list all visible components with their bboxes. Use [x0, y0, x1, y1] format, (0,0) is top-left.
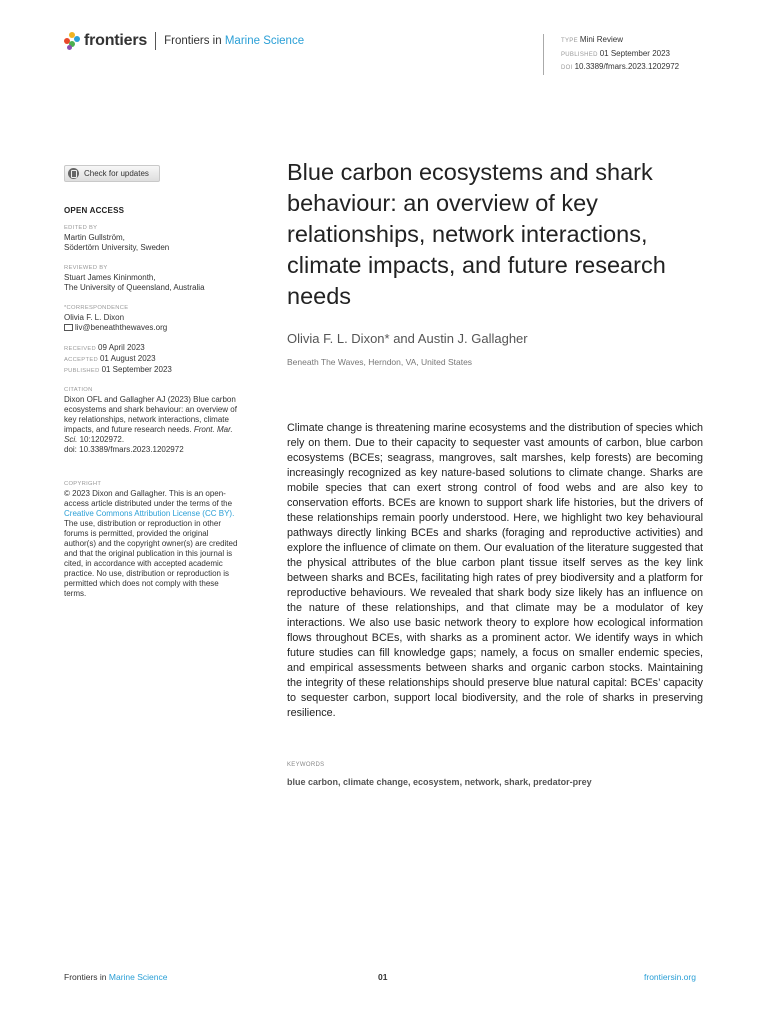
- reviewer-name: Stuart James Kininmonth,: [64, 273, 156, 282]
- mail-icon: [64, 324, 73, 331]
- authors: Olivia F. L. Dixon* and Austin J. Gallagher: [287, 331, 528, 346]
- abstract: Climate change is threatening marine ecosystems and the distribution of species which rely on them. Due to their capacity to sequester vast amounts of carbon, blue carbon ecosystems (BCEs; seagrass, mangroves, salt marshes, kelp forests) are becoming increasingly recognized as key nature-based solutions to climate change. Sharks are mobile species that can exert strong control of food webs and are also key to conservation efforts. BCEs are known to support shark life histories, but the drivers of these relationships remain poorly understood. Here, we highlight two key behavioural pathways directly linking BCEs and sharks (foraging and reproductive activities) and explore the influence of climate on them. Our evaluation of the literature suggested that the physical attributes of the blue carbon plant tissue itself serves as the key link between sharks and BCEs, facilitating high rates of prey biodiversity and a platform for reproductive behaviours. We revealed that shark body size likely has an influence on the nature of these relationships, and that climate may be a modulator of key interactions. We also use basic network theory to explore how ecological information flows throughout BCEs, with sharks as a prominent actor. We identify ways in which future studies can fill knowledge gaps; namely, a focus on smaller endemic species, and empirical assessments between sharks and organic carbon stocks. Maintaining the integrity of these relationships should preserve blue natural capital: BCEs’ capacity to sequester carbon, support local biodiversity, and the role of sharks in preserving resilience.: [287, 422, 703, 719]
- published-date: 01 September 2023: [599, 48, 670, 58]
- keywords-label: KEYWORDS: [287, 762, 325, 768]
- check-for-updates-button[interactable]: Check for updates: [64, 165, 160, 182]
- footer-journal: Frontiers in Marine Science: [64, 972, 168, 982]
- open-access-label: OPEN ACCESS: [64, 206, 125, 215]
- copyright-text: © 2023 Dixon and Gallagher. This is an open-access article distributed under the terms of the Creative Commons Attribution License (CC BY). The use, distribution or reproduction in other forums is permitted, provided the original author(s) and the copyright owner(s) are credited and that the original publication in this journal is cited, in accordance with accepted academic practice. No use, distribution or reproduction is permitted which does not comply with these terms.: [64, 489, 238, 598]
- received-date: 09 April 2023: [98, 343, 145, 352]
- correspondence-email[interactable]: liv@beneaththewaves.org: [75, 323, 168, 332]
- footer-site-link[interactable]: frontiersin.org: [644, 972, 696, 982]
- citation-text: Dixon OFL and Gallagher AJ (2023) Blue carbon ecosystems and shark behaviour: an overview of key relationships, network interactions, climate impacts, and future research needs. Front. Mar. Sci. 10:1202972. doi: 10.3389/fmars.2023.1202972: [64, 395, 237, 454]
- header-divider: [155, 32, 156, 50]
- cc-by-license-link[interactable]: Creative Commons Attribution License (CC BY).: [64, 509, 235, 518]
- accepted-date: 01 August 2023: [99, 354, 156, 363]
- edited-by: EDITED BY Martin Gullström, Södertörn University, Sweden: [64, 224, 254, 253]
- article-meta: TYPE Mini Review PUBLISHED 01 September 2023 DOI 10.3389/fmars.2023.1202972: [543, 34, 679, 75]
- reviewer-affiliation: The University of Queensland, Australia: [64, 283, 205, 292]
- reviewed-by: REVIEWED BY Stuart James Kininmonth, The University of Queensland, Australia: [64, 264, 254, 293]
- check-updates-icon: [68, 168, 79, 179]
- correspondence: *CORRESPONDENCE Olivia F. L. Dixon liv@beneaththewaves.org: [64, 304, 254, 333]
- sidebar-published-date: 01 September 2023: [101, 365, 172, 374]
- brand-name: frontiers: [84, 32, 148, 49]
- page-number: 01: [378, 972, 388, 982]
- editor-affiliation: Södertörn University, Sweden: [64, 243, 170, 252]
- frontiers-logo-icon: [64, 32, 80, 50]
- citation: CITATION Dixon OFL and Gallagher AJ (2023) Blue carbon ecosystems and shark behaviour: an overview of key relationships, network interactions, climate impacts, and future research needs. Front. Mar. Sci. 10:1202972. doi: 10.3389/fmars.2023.1202972: [64, 386, 244, 455]
- article-title: Blue carbon ecosystems and shark behaviour: an overview of key relationships, network interactions, climate impacts, and future research needs: [287, 159, 666, 309]
- affiliation: Beneath The Waves, Herndon, VA, United States: [287, 357, 473, 367]
- editor-name: Martin Gullström,: [64, 233, 125, 242]
- copyright: COPYRIGHT © 2023 Dixon and Gallagher. This is an open-access article distributed under the terms of the Creative Commons Attribution License (CC BY). The use, distribution or reproduction in other forums is permitted, provided the original author(s) and the copyright owner(s) are credited and that the original publication in this journal is cited, in accordance with accepted academic practice. No use, distribution or reproduction is permitted which does not comply with these terms.: [64, 480, 242, 599]
- keywords: blue carbon, climate change, ecosystem, network, shark, predator-prey: [287, 777, 592, 787]
- frontiers-logo[interactable]: [64, 32, 304, 50]
- dates: RECEIVED 09 April 2023 ACCEPTED 01 August 2023 PUBLISHED 01 September 2023: [64, 343, 172, 374]
- correspondence-name: Olivia F. L. Dixon: [64, 313, 125, 322]
- article-type: Mini Review: [579, 35, 623, 44]
- doi-link[interactable]: 10.3389/fmars.2023.1202972: [574, 62, 680, 72]
- journal-name: Frontiers in Marine Science: [164, 35, 305, 47]
